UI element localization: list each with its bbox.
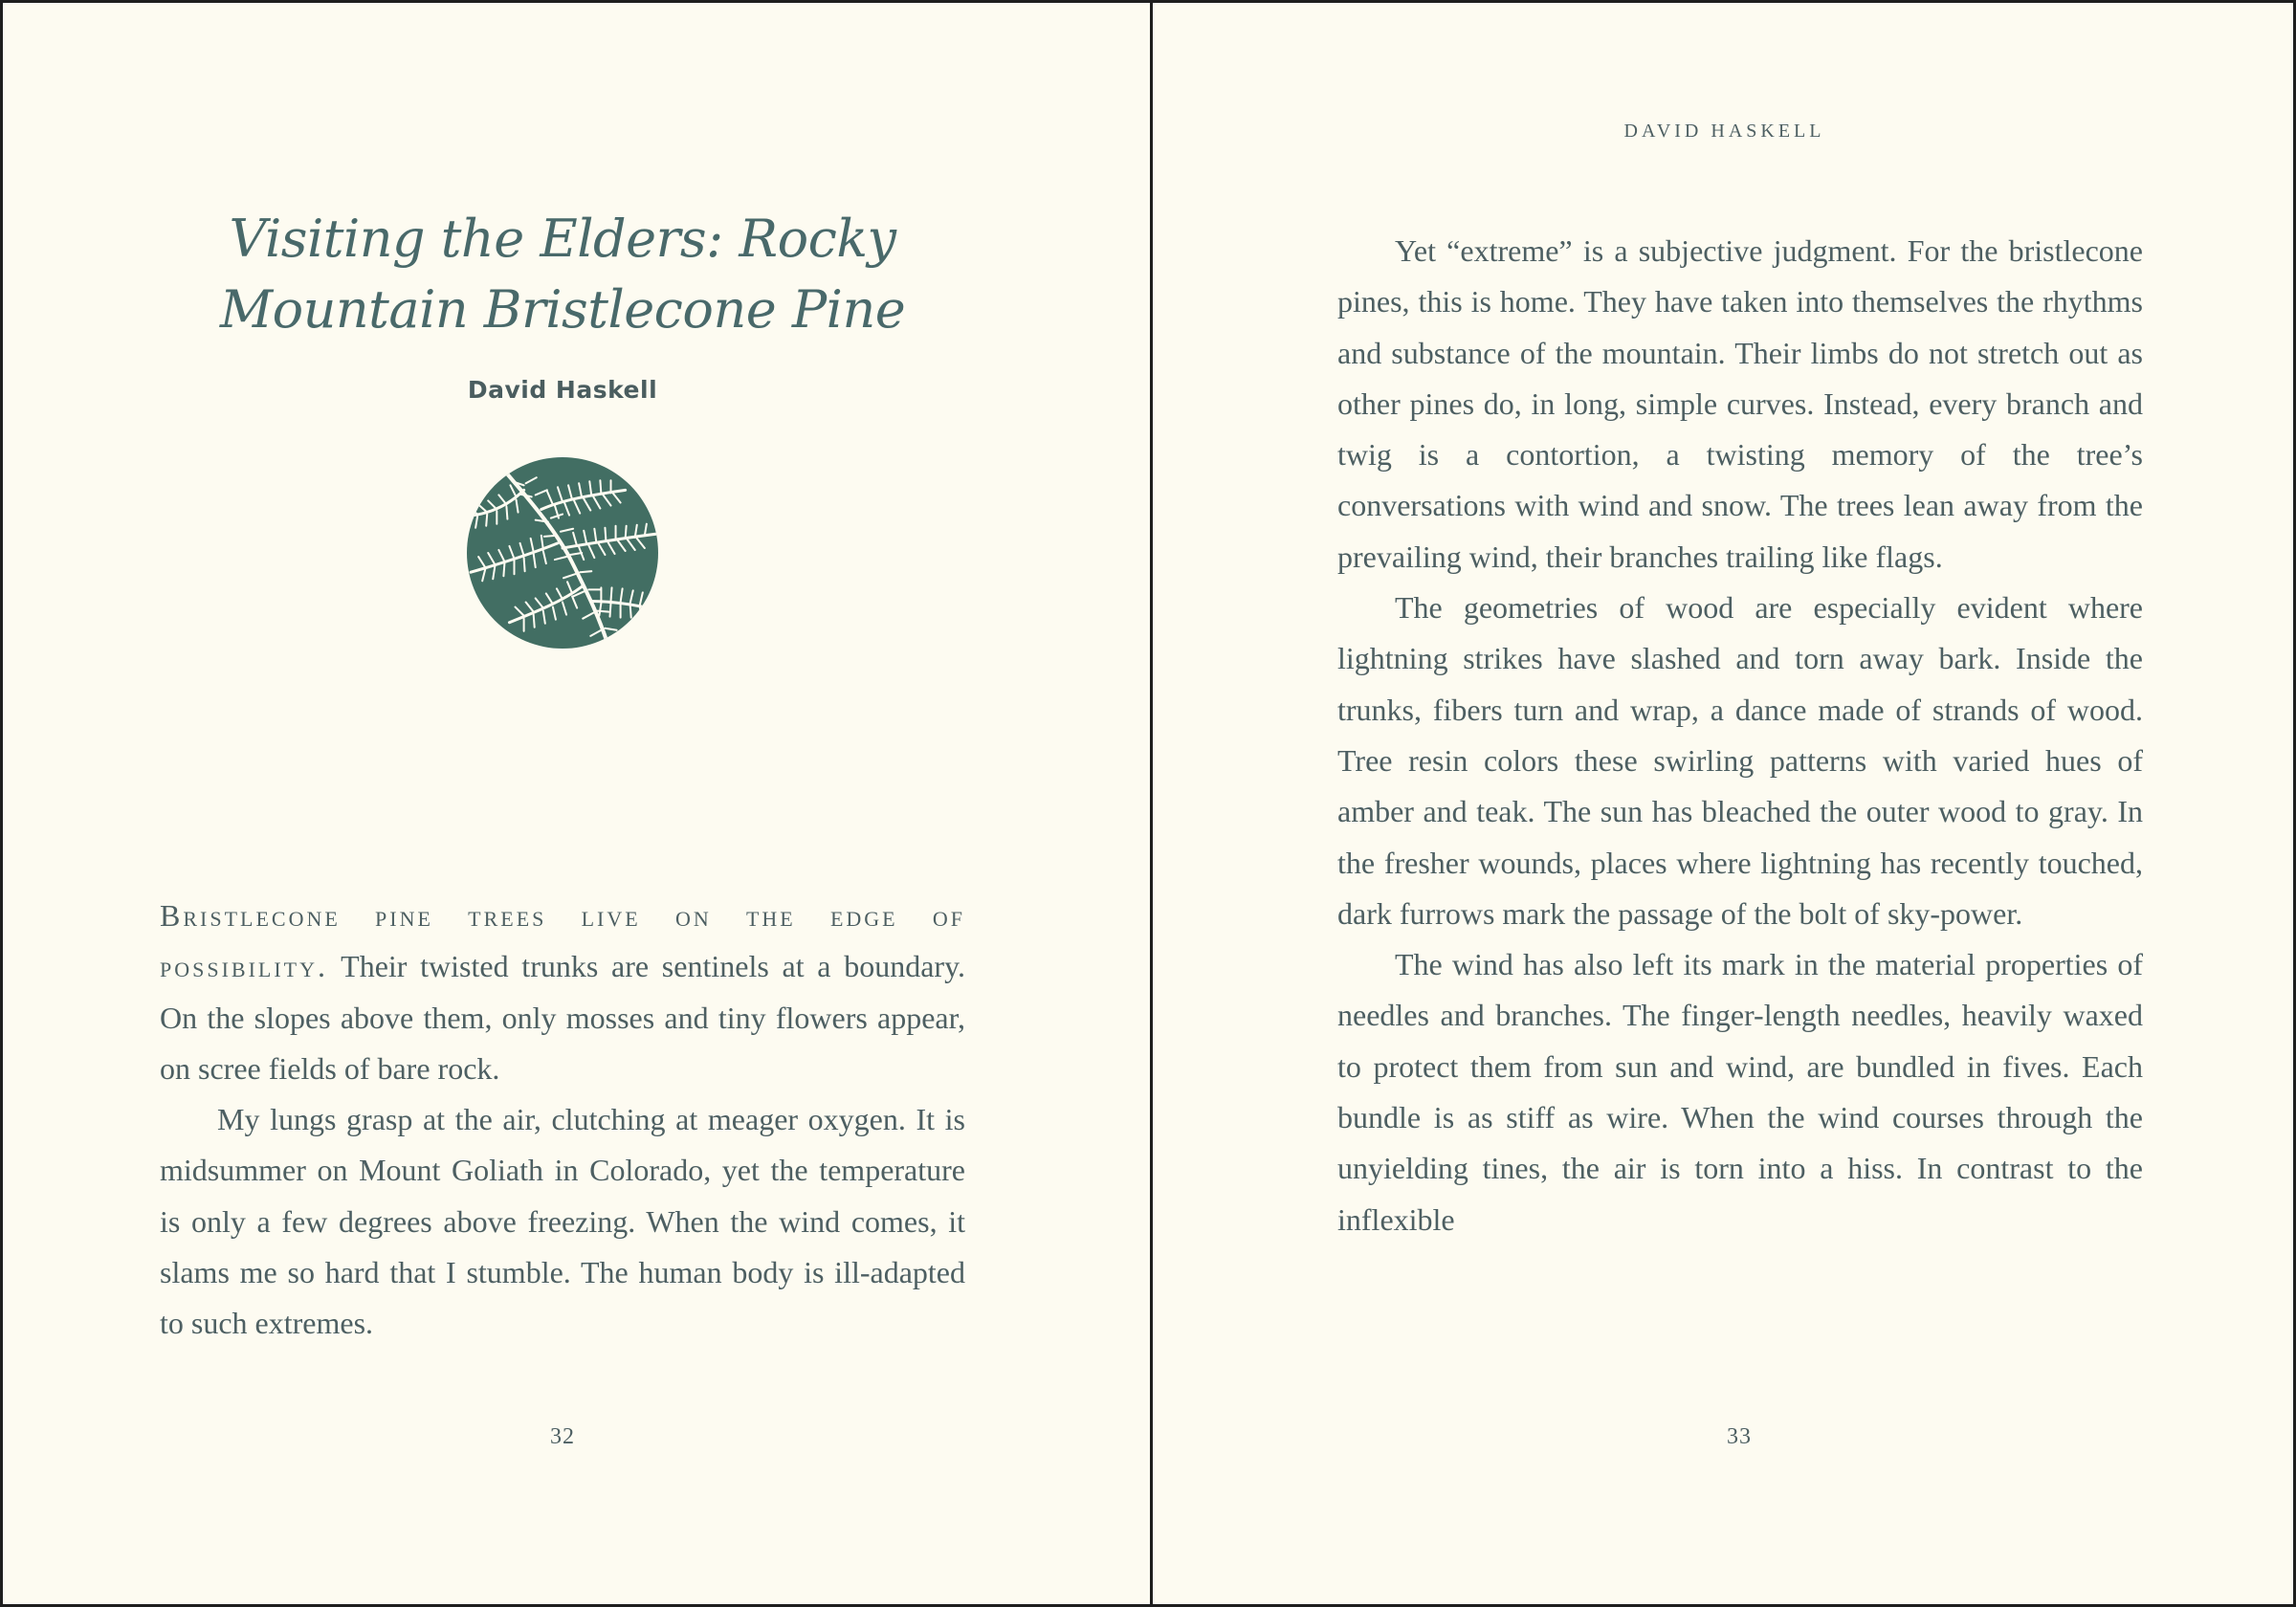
page-number-left: 32: [550, 1424, 575, 1449]
pine-branch-roundel-icon: [466, 456, 659, 649]
right-page: [1153, 3, 2296, 1607]
running-head: DAVID HASKELL: [1623, 121, 1825, 142]
left-paragraph-1-rest: Their twisted trunks are sentinels at a boundary. On the slopes above them, only mosses and tiny flowers appear, on scree fields of bare rock.: [160, 949, 965, 1086]
right-paragraph-1: Yet “extreme” is a subjective judgment. For the bristlecone pines, this is home. They have taken into themselves the rhythms and substance of the mountain. Their limbs do not stretch out as other pines do, in long, simple curves. Instead, every branch and twig is a contortion, a twisting memory of the tree’s conversations with wind and snow. The trees lean away from the prevailing wind, their branches trailing like flags.: [1337, 233, 2143, 574]
right-page-body: [1337, 226, 2143, 1245]
chapter-title-line1: Visiting the Elders: Rocky: [229, 209, 896, 269]
chapter-title: [146, 204, 979, 345]
page-number-right: 33: [1727, 1424, 1752, 1449]
right-paragraph-2: The geometries of wood are especially evident where lightning strikes have slashed and torn away bark. Inside the trunks, fibers turn and wrap, a dance made of strands of wood. Tree resin colors these swirling patterns with varied hues of amber and teak. The sun has bleached the outer wood to gray. In the fresher wounds, places where lightning has recently touched, dark furrows mark the passage of the bolt of sky-power.: [1337, 590, 2143, 931]
left-page-body: [160, 891, 965, 1350]
left-page: [3, 3, 1150, 1607]
opening-smallcaps: Bristlecone pine trees live on the edge of possibility.: [160, 898, 965, 984]
left-paragraph-2: My lungs grasp at the air, clutching at meager oxygen. It is midsummer on Mount Goliath in Colorado, yet the temperature is only a few degrees above freezing. When the wind comes, it slams me so hard that I stumble. The human body is ill-adapted to such extremes.: [160, 1102, 965, 1341]
chapter-title-line2: Mountain Bristlecone Pine: [219, 279, 906, 340]
author-byline: David Haskell: [467, 376, 658, 404]
left-paragraph-1: [160, 891, 965, 1094]
right-paragraph-3: The wind has also left its mark in the material properties of needles and branches. The finger-length needles, heavily waxed to protect them from sun and wind, are bundled in fives. Each bundle is as stiff as wire. When the wind courses through the unyielding tines, the air is torn into a hiss. In contrast to the inflexible: [1337, 947, 2143, 1237]
